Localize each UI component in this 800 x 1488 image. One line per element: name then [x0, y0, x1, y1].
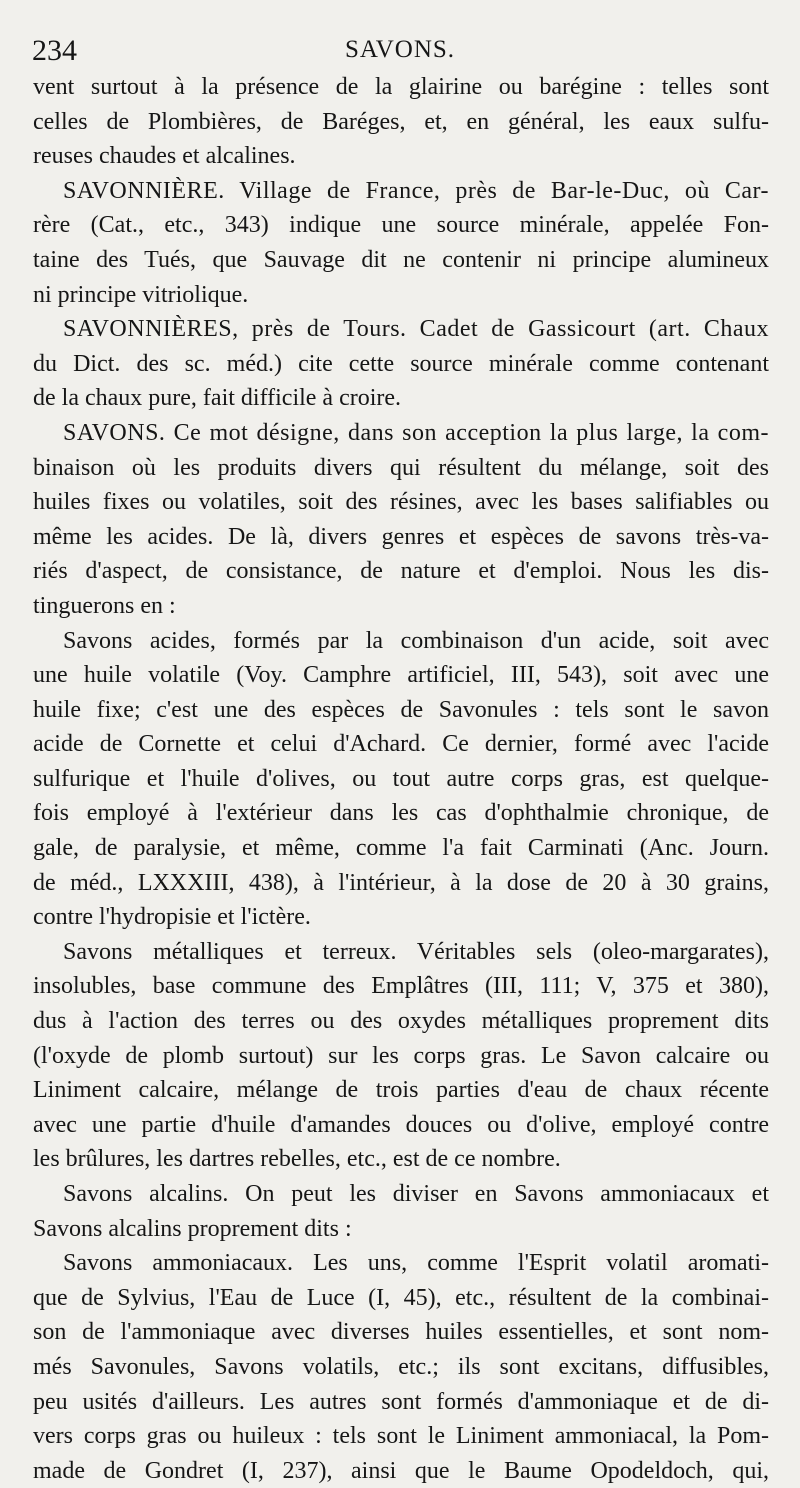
text-line: celles de Plombières, de Baréges, et, en général, les eaux sulfu- — [33, 108, 769, 135]
text-line: huile fixe; c'est une des espèces de Savonules : tels sont le savon — [33, 696, 769, 723]
entry-heading-line: SAVONNIÈRE. Village de France, près de Bar-le-Duc, où Car- — [63, 177, 769, 204]
text-line: Liniment calcaire, mélange de trois parties d'eau de chaux récente — [33, 1077, 769, 1104]
text-line: dus à l'action des terres ou des oxydes métalliques proprement dits — [33, 1008, 769, 1035]
text-line: une huile volatile (Voy. Camphre artificiel, III, 543), soit avec une — [33, 662, 769, 689]
text-line: contre l'hydropisie et l'ictère. — [33, 904, 311, 931]
text-line: made de Gondret (I, 237), ainsi que le Baume Opodeldoch, qui, — [33, 1457, 769, 1484]
text-line: reuses chaudes et alcalines. — [33, 143, 296, 170]
text-line: huiles fixes ou volatiles, soit des résines, avec les bases salifiables ou — [33, 489, 769, 516]
subsection-line: Savons alcalins. On peut les diviser en Savons ammoniacaux et — [63, 1181, 769, 1207]
text-line: riés d'aspect, de consistance, de nature et d'emploi. Nous les dis- — [33, 558, 769, 585]
running-title: SAVONS. — [344, 36, 456, 63]
subsection-line: Savons métalliques et terreux. Véritables sels (oleo-margarates), — [63, 938, 769, 965]
text-line: vent surtout à la présence de la glairine ou barégine : telles sont — [33, 74, 769, 100]
text-line: (l'oxyde de plomb surtout) sur les corps gras. Le Savon calcaire ou — [33, 1042, 769, 1069]
body-text — [33, 70, 769, 1488]
text-line: avec une partie d'huile d'amandes douces ou d'olive, employé contre — [33, 1111, 769, 1138]
entry-heading-line: SAVONNIÈRES, près de Tours. Cadet de Gassicourt (art. Chaux — [63, 316, 769, 343]
text-line: rère (Cat., etc., 343) indique une source minérale, appelée Fon- — [33, 212, 769, 239]
subsection-line: Savons ammoniacaux. Les uns, comme l'Esprit volatil aromati- — [63, 1250, 769, 1277]
text-line: que de Sylvius, l'Eau de Luce (I, 45), etc., résultent de la combinai- — [33, 1284, 769, 1311]
text-line: les brûlures, les dartres rebelles, etc., est de ce nombre. — [33, 1146, 561, 1173]
text-line: tinguerons en : — [33, 592, 176, 619]
text-line: insolubles, base commune des Emplâtres (III, 111; V, 375 et 380), — [33, 973, 769, 1000]
text-line: acide de Cornette et celui d'Achard. Ce dernier, formé avec l'acide — [33, 731, 769, 758]
page-number: 234 — [32, 34, 77, 67]
text-line: gale, de paralysie, et même, comme l'a fait Carminati (Anc. Journ. — [33, 835, 769, 862]
page-header — [32, 34, 768, 74]
text-line: son de l'ammoniaque avec diverses huiles essentielles, et sont nom- — [33, 1319, 769, 1346]
text-line: més Savonules, Savons volatils, etc.; ils sont excitans, diffusibles, — [33, 1353, 769, 1380]
text-line: ni principe vitriolique. — [33, 281, 249, 308]
entry-heading-line: SAVONS. Ce mot désigne, dans son acception la plus large, la com- — [63, 419, 769, 446]
text-line: taine des Tués, que Sauvage dit ne contenir ni principe alumineux — [33, 246, 769, 273]
text-line: sulfurique et l'huile d'olives, ou tout autre corps gras, est quelque- — [33, 765, 769, 792]
text-line: même les acides. De là, divers genres et espèces de savons très-va- — [33, 523, 769, 550]
text-line: binaison où les produits divers qui résultent du mélange, soit des — [33, 454, 769, 481]
text-line: de la chaux pure, fait difficile à croire. — [33, 385, 402, 412]
text-line: Savons alcalins proprement dits : — [33, 1215, 352, 1242]
subsection-line: Savons acides, formés par la combinaison d'un acide, soit avec — [63, 627, 769, 654]
text-line: de méd., LXXXIII, 438), à l'intérieur, à la dose de 20 à 30 grains, — [33, 869, 769, 896]
text-line: vers corps gras ou huileux : tels sont le Liniment ammoniacal, la Pom- — [33, 1423, 769, 1450]
text-line: peu usités d'ailleurs. Les autres sont formés d'ammoniaque et de di- — [33, 1388, 769, 1415]
text-line: fois employé à l'extérieur dans les cas d'ophthalmie chronique, de — [33, 800, 769, 827]
text-line: du Dict. des sc. méd.) cite cette source minérale comme contenant — [33, 350, 769, 377]
